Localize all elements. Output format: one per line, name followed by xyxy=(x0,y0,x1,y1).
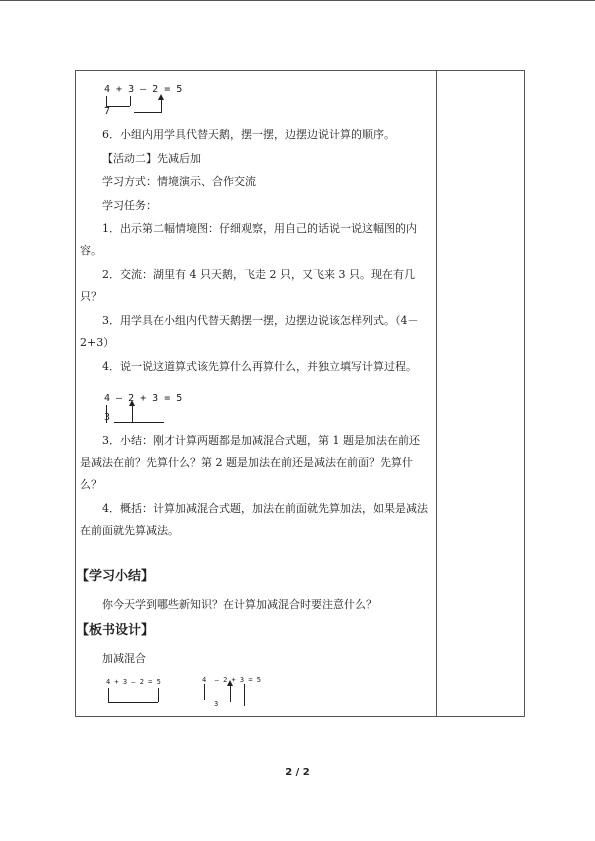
column-divider xyxy=(436,70,437,717)
learning-summary-text: 你今天学到哪些新知识？在计算加减混合时要注意什么？ xyxy=(102,598,377,611)
eq1-bracket-right xyxy=(130,96,131,106)
eq2-bracket-bottom xyxy=(114,422,144,423)
eq1-partial-result: 7 xyxy=(104,106,111,117)
step-6: 6．小组内用学具代替天鹅，摆一摆，边摆边说计算的顺序。 xyxy=(102,128,395,141)
equation-2: 4 — 2 + 3 = 5 xyxy=(104,393,183,404)
board-left-equation: 4 + 3 — 2 = 5 xyxy=(106,678,161,686)
top-rule xyxy=(0,0,595,1)
board-right-bracket xyxy=(204,684,205,700)
eq1-arrow-shaft xyxy=(161,98,162,113)
task-3: 3．用学具在小组内代替天鹅摆一摆，边摆边说该怎样列式。（4－2+3） xyxy=(80,314,419,349)
learning-method: 学习方式：情境演示、合作交流 xyxy=(102,175,256,188)
activity-2-heading: 【活动二】先减后加 xyxy=(102,152,201,165)
page-number: 2 / 2 xyxy=(285,767,310,778)
board-left-bracket xyxy=(108,688,109,702)
board-right-arrow-head xyxy=(227,680,233,686)
summary-point-3: 3．小结：刚才计算两题都是加减混合式题，第 1 题是加法在前还是减法在前？先算什么？第 2 题是加法在前还是减法在前面？先算什么？ xyxy=(80,434,420,491)
board-left-arrow xyxy=(158,688,159,702)
board-left-bracket-bottom xyxy=(108,702,158,703)
task-4: 4．说一说这道算式该先算什么再算什么，并独立填写计算过程。 xyxy=(102,360,417,373)
learning-summary-heading: 【学习小结】 xyxy=(76,569,155,584)
equation-1: 4 + 3 — 2 = 5 xyxy=(104,84,183,95)
board-right-partial: 3 xyxy=(214,700,219,708)
summary-point-4: 4．概括：计算加减混合式题，加法在前面就先算加法，如果是减法在前面就先算减法。 xyxy=(80,502,428,537)
board-right-arrow-shaft xyxy=(230,686,231,702)
eq2-arrow-shaft xyxy=(132,405,133,422)
task-2: 2．交流：湖里有 4 只天鹅，飞走 2 只，又飞来 3 只。现在有几只？ xyxy=(80,268,415,303)
eq1-bracket-left xyxy=(106,96,107,106)
eq1-arrow-head xyxy=(158,94,164,100)
board-right-line xyxy=(244,684,245,706)
learning-task: 学习任务： xyxy=(102,199,157,212)
eq2-arrow-head xyxy=(129,400,135,406)
eq2-partial-result: 3 xyxy=(104,412,111,423)
board-right-equation: 4 — 2 + 3 = 5 xyxy=(202,676,262,684)
eq1-arrow-base xyxy=(134,112,161,113)
board-title: 加减混合 xyxy=(102,652,146,665)
task-1: 1．出示第二幅情境图：仔细观察，用自己的话说一说这幅图的内容。 xyxy=(80,222,417,257)
board-design-heading: 【板书设计】 xyxy=(76,623,155,638)
eq2-underline xyxy=(144,422,164,423)
